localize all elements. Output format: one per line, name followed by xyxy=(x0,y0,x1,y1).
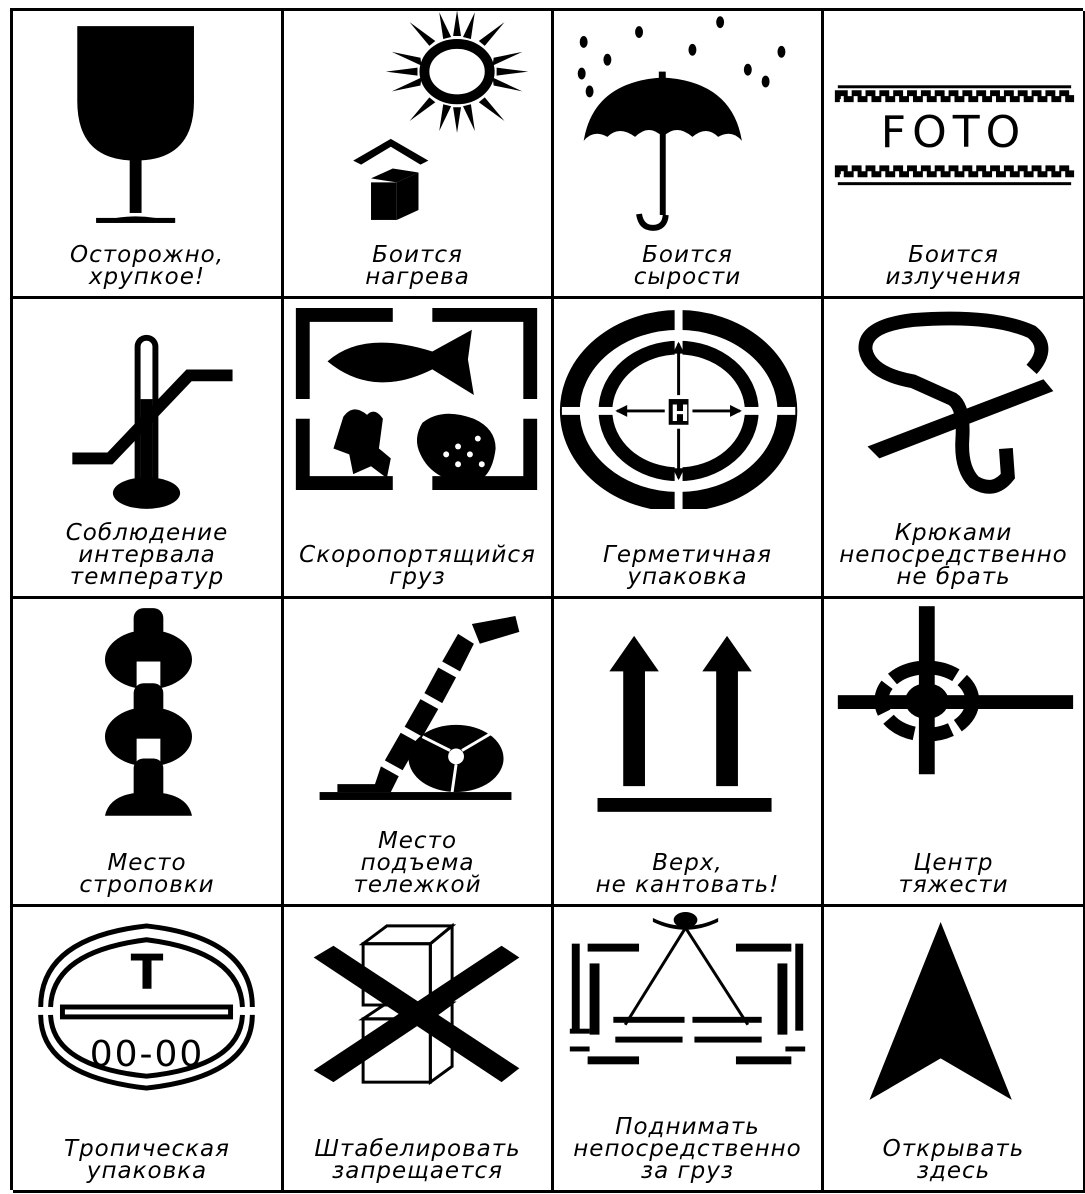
crossed-stack-icon xyxy=(284,907,551,1107)
sign-caption: Открывать здесь xyxy=(882,1136,1025,1184)
umbrella-rain-icon xyxy=(554,11,821,241)
sign-caption: Герметичная упаковка xyxy=(603,542,772,590)
wine-glass-icon xyxy=(13,11,281,231)
gravity-center-icon xyxy=(824,599,1083,819)
sign-caption: Верх, не кантовать! xyxy=(595,850,780,898)
sign-caption: Место строповки xyxy=(79,850,215,898)
sign-caption: Штабелировать запрещается xyxy=(314,1136,521,1184)
sign-keep-from-heat xyxy=(284,11,554,299)
sign-sling-here xyxy=(13,599,284,907)
handling-signs-grid xyxy=(10,8,1083,1190)
sign-keep-dry xyxy=(554,11,824,299)
sign-centre-of-gravity xyxy=(824,599,1085,907)
sign-do-not-stack xyxy=(284,907,554,1193)
tropical-emblem-icon xyxy=(13,907,281,1107)
up-arrows-icon xyxy=(554,599,821,819)
sign-hermetic-packaging xyxy=(554,299,824,599)
sign-caption: Тропическая упаковка xyxy=(64,1136,230,1184)
open-here-arrow-icon xyxy=(824,907,1083,1107)
sign-caption: Центр тяжести xyxy=(898,850,1009,898)
sign-tropical-packaging xyxy=(13,907,284,1193)
sign-open-here xyxy=(824,907,1085,1193)
sign-perishable xyxy=(284,299,554,599)
foto-label: FOTO xyxy=(880,107,1027,158)
sign-trolley-lift-point xyxy=(284,599,554,907)
sign-caption: Боится сырости xyxy=(633,242,742,290)
hermetic-letter: Н xyxy=(670,402,690,427)
sign-caption: Соблюдение интервала температур xyxy=(65,520,229,590)
tropical-code: 00-00 xyxy=(89,1034,205,1075)
sign-this-way-up xyxy=(554,599,824,907)
sign-fragile xyxy=(13,11,284,299)
sign-no-hooks xyxy=(824,299,1085,599)
thermometer-icon xyxy=(13,299,281,519)
fish-and-fruit-icon xyxy=(284,299,551,499)
sign-caption: Боится нагрева xyxy=(365,242,470,290)
sign-caption: Поднимать непосредственно за груз xyxy=(573,1114,802,1184)
sign-caption: Боится излучения xyxy=(885,242,1022,290)
sign-protect-from-radiation xyxy=(824,11,1085,299)
sign-caption: Крюками непосредственно не брать xyxy=(839,520,1068,590)
chain-icon xyxy=(13,599,281,819)
sign-caption: Осторожно, хрупкое! xyxy=(69,242,225,290)
sun-over-box-icon xyxy=(284,11,551,241)
crossed-hook-icon xyxy=(824,299,1083,509)
sign-temperature-limits xyxy=(13,299,284,599)
sign-lift-by-cargo xyxy=(554,907,824,1193)
sign-caption: Скоропортящийся груз xyxy=(299,542,536,590)
sling-cargo-icon xyxy=(554,907,821,1097)
tropical-letter: Т xyxy=(130,945,164,1001)
sign-caption: Место подъема тележкой xyxy=(353,828,482,898)
hand-truck-icon xyxy=(284,599,551,819)
